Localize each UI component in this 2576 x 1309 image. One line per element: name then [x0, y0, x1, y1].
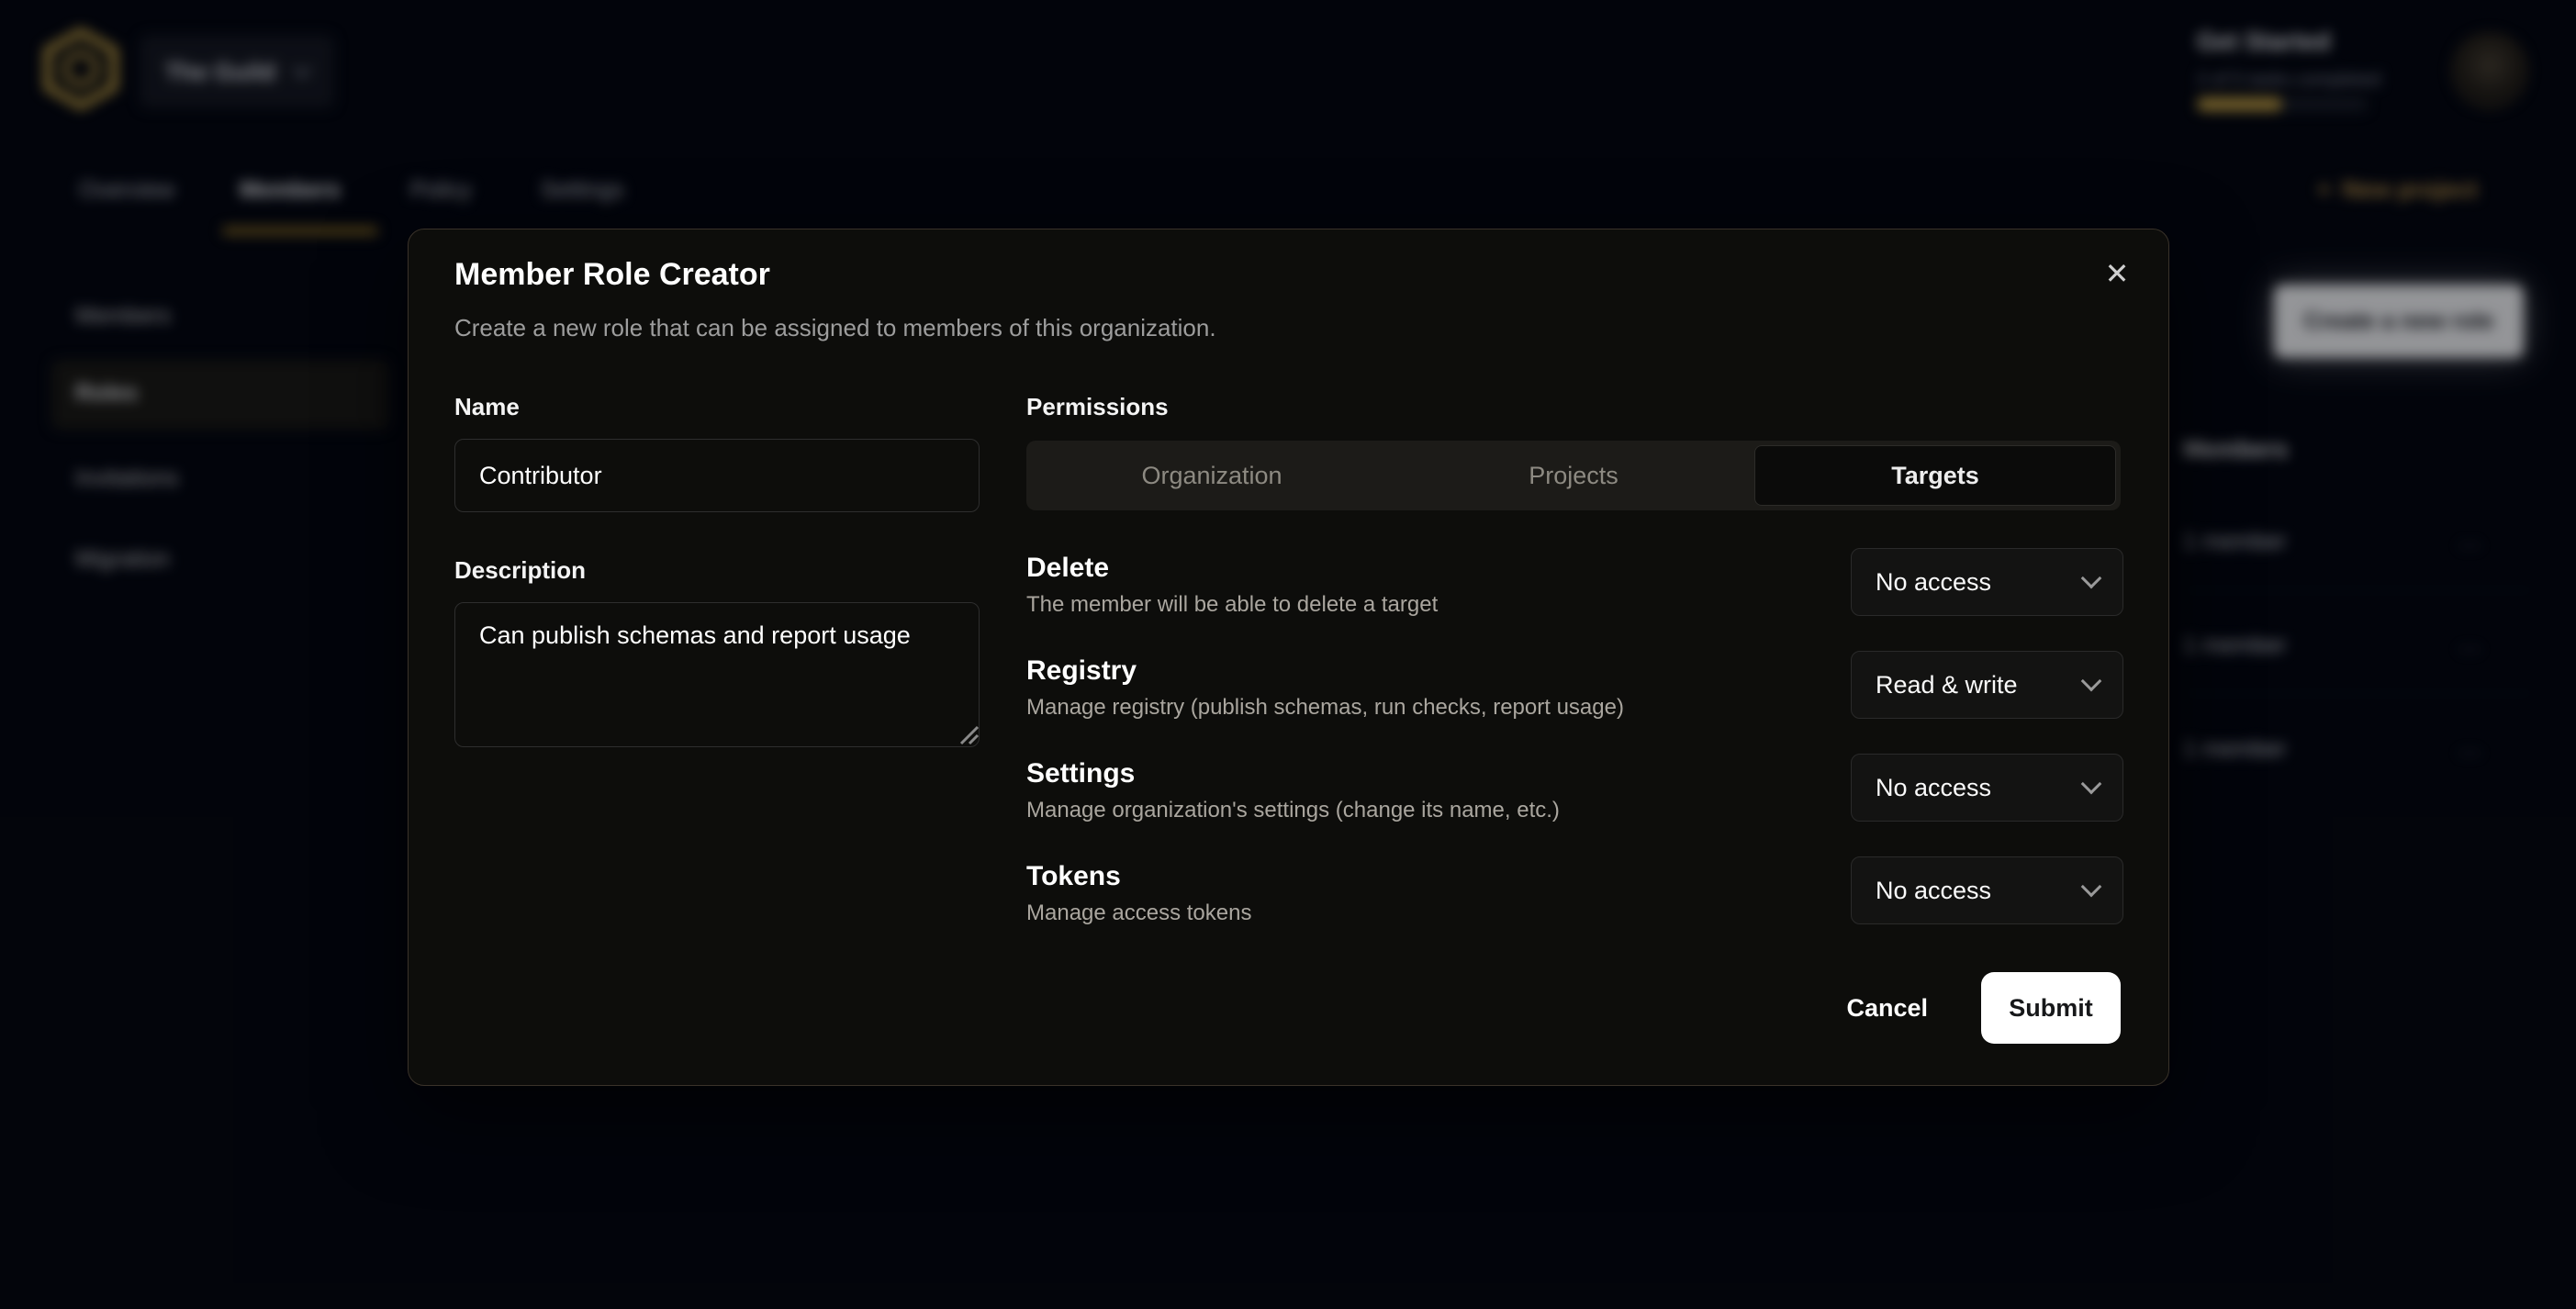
plus-icon: +	[2317, 175, 2332, 203]
chevron-down-icon	[2081, 774, 2102, 795]
close-icon[interactable]: ✕	[2093, 250, 2141, 297]
chevron-down-icon	[2081, 568, 2102, 589]
get-started-subtitle: 2 of 5 tasks completed	[2197, 70, 2381, 90]
dialog-footer	[1837, 972, 2121, 1044]
tab-settings[interactable]: Settings	[541, 177, 624, 203]
permission-row-tokens	[1026, 856, 2123, 930]
name-label: Name	[454, 393, 520, 420]
new-project-label: New project	[2342, 175, 2478, 203]
org-name: The Guild	[165, 57, 275, 85]
create-new-role-button[interactable]: Create a new role	[2274, 285, 2524, 358]
role-row-members-count: 1 member	[2183, 529, 2287, 554]
permission-description: Manage registry (publish schemas, run checks, report usage)	[1026, 695, 1624, 720]
tab-targets[interactable]: Targets	[1754, 445, 2116, 506]
role-row-members-count: 1 member	[2183, 736, 2287, 762]
description-label: Description	[454, 556, 587, 584]
registry-access-select[interactable]	[1851, 651, 2123, 719]
permission-row-settings	[1026, 754, 2123, 827]
members-column-heading: Members	[2183, 435, 2289, 463]
sidebar-item-invitations[interactable]: Invitations	[75, 465, 179, 491]
tab-members[interactable]: Members	[240, 177, 341, 203]
selected-access-value: No access	[1876, 567, 1992, 596]
cancel-button[interactable]: Cancel	[1837, 972, 1937, 1044]
permission-description: Manage organization's settings (change its name, etc.)	[1026, 798, 1560, 822]
permission-description: The member will be able to delete a target	[1026, 592, 1439, 617]
permission-name: Delete	[1026, 553, 1110, 583]
sidebar-item-roles[interactable]: Roles	[75, 380, 139, 406]
selected-access-value: No access	[1876, 876, 1992, 904]
selected-access-value: No access	[1876, 773, 1992, 801]
chevron-down-icon	[2081, 671, 2102, 692]
permission-row-registry	[1026, 651, 2123, 724]
tab-overview[interactable]: Overview	[79, 177, 175, 203]
row-menu-icon[interactable]: ⋯	[2458, 533, 2482, 558]
row-menu-icon[interactable]: ⋯	[2458, 741, 2482, 766]
sidebar-item-members[interactable]: Members	[75, 303, 172, 329]
permission-name: Tokens	[1026, 861, 1121, 891]
get-started-title[interactable]: Get Started	[2197, 28, 2331, 55]
tab-organization[interactable]: Organization	[1141, 461, 1282, 489]
submit-button[interactable]: Submit	[1981, 972, 2121, 1044]
tokens-access-select[interactable]	[1851, 856, 2123, 924]
permission-name: Settings	[1026, 758, 1136, 789]
role-name-input[interactable]	[454, 439, 980, 512]
delete-access-select[interactable]	[1851, 548, 2123, 616]
settings-access-select[interactable]	[1851, 754, 2123, 822]
dialog-subtitle: Create a new role that can be assigned to members of this organization.	[454, 314, 1216, 341]
dialog-title: Member Role Creator	[454, 257, 770, 292]
member-role-creator-dialog	[408, 229, 2169, 1086]
sidebar-item-migration[interactable]: Migration	[75, 546, 170, 572]
role-description-textarea[interactable]	[454, 602, 980, 747]
chevron-down-icon	[2081, 877, 2102, 898]
permission-name: Registry	[1026, 655, 1137, 686]
permissions-tabbar	[1026, 441, 2121, 510]
tab-policy[interactable]: Policy	[410, 177, 472, 203]
permission-description: Manage access tokens	[1026, 901, 1252, 925]
role-row-members-count: 1 member	[2183, 632, 2287, 658]
row-menu-icon[interactable]: ⋯	[2458, 637, 2482, 662]
permission-row-delete	[1026, 548, 2123, 621]
permissions-label: Permissions	[1026, 393, 1169, 420]
tab-projects[interactable]: Projects	[1529, 461, 1618, 489]
selected-access-value: Read & write	[1876, 670, 2018, 699]
